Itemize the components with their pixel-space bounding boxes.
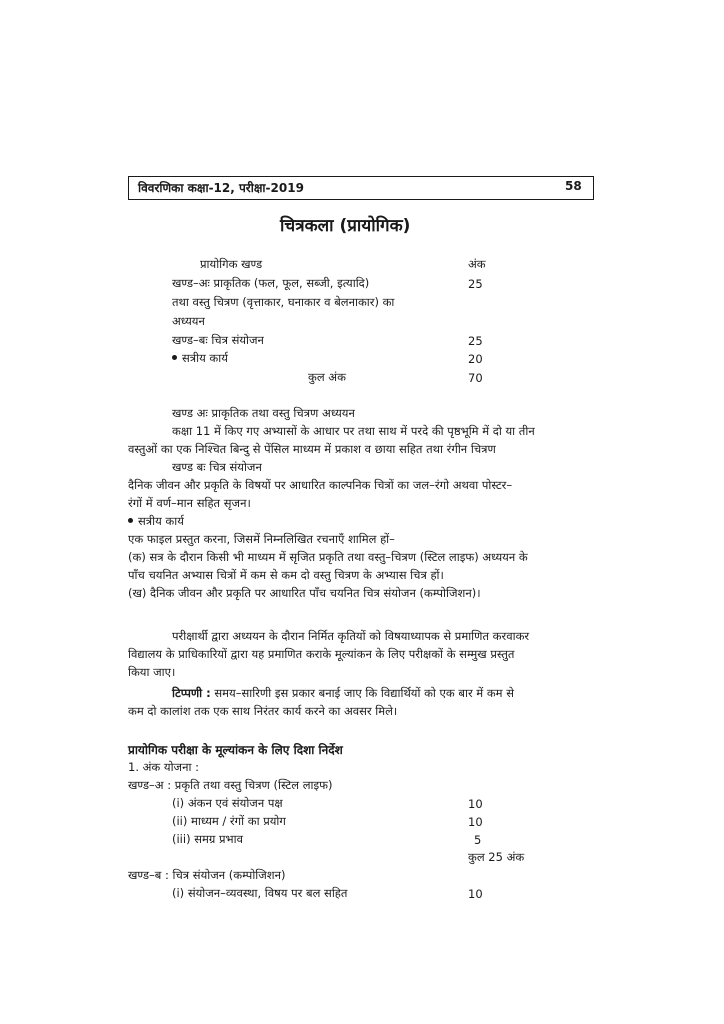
- guidelines-part-b: खण्ड–ब : चित्र संयोजन (कम्पोजिशन): [128, 868, 286, 882]
- marks-head-left: प्रायोगिक खण्ड: [200, 257, 263, 271]
- part-a-total: कुल 25 अंक: [468, 850, 525, 864]
- part-a-item-label: (iii) समग्र प्रभाव: [172, 832, 244, 846]
- header-title: विवरणिका कक्षा-12, परीक्षा-2019: [138, 181, 304, 195]
- section-b-line2: रंगों में वर्ण–मान सहित सृजन।: [128, 496, 251, 510]
- marks-row1-line3: अध्ययन: [172, 314, 205, 328]
- marks-row1-line2: तथा वस्तु चित्रण (वृत्ताकार, घनाकार व बेलनाकार) का: [172, 295, 395, 309]
- page-title: चित्रकला (प्रायोगिक): [280, 216, 411, 236]
- certification-line1: परीक्षार्थी द्वारा अध्ययन के दौरान निर्मित कृतियों को विषयाध्यापक से प्रमाणित करवाकर: [172, 629, 530, 643]
- marks-row3-value: 20: [468, 352, 483, 366]
- section-a-line2: वस्तुओं का एक निश्चित बिन्दु से पेंसिल माध्यम में प्रकाश व छाया सहित तथा रंगीन चित्रण: [128, 442, 496, 456]
- marks-row3-label: सत्रीय कार्य: [182, 351, 228, 365]
- section-a-line1: कक्षा 11 में किए गए अभ्यासों के आधार पर तथा साथ में परदे की पृष्ठभूमि में दो या तीन: [172, 424, 535, 438]
- guidelines-scheme: 1. अंक योजना :: [128, 760, 199, 774]
- section-a-heading: खण्ड अः प्राकृतिक तथा वस्तु चित्रण अध्ययन: [172, 406, 355, 420]
- part-a-item-label: (i) अंकन एवं संयोजन पक्ष: [172, 796, 283, 810]
- sessional-line2: (क) सत्र के दौरान किसी भी माध्यम में सृजित प्रकृति तथा वस्तु–चित्रण (स्टिल लाइफ) अध्ययन के: [128, 550, 528, 564]
- marks-row1-value: 25: [468, 277, 483, 291]
- certification-line2: विद्यालय के प्राधिकारियों द्वारा यह प्रमाणित कराके मूल्यांकन के लिए परीक्षकों के सम्मुख प्रस्तुत: [128, 647, 515, 661]
- sessional-line1: एक फाइल प्रस्तुत करना, जिसमें निम्नलिखित रचनाएँ शामिल हों–: [128, 532, 395, 546]
- marks-row2-label: खण्ड–बः चित्र संयोजन: [172, 333, 264, 347]
- sessional-heading: सत्रीय कार्य: [138, 514, 184, 528]
- section-b-line1: दैनिक जीवन और प्रकृति के विषयों पर आधारित काल्पनिक चित्रों का जल–रंगो अथवा पोस्टर–: [128, 478, 513, 492]
- certification-line3: किया जाए।: [128, 665, 176, 679]
- guidelines-part-a: खण्ड–अ : प्रकृति तथा वस्तु चित्रण (स्टिल लाइफ): [128, 778, 333, 792]
- part-a-item-value: 10: [468, 797, 483, 811]
- bullet-icon: [172, 355, 177, 360]
- marks-total-value: 70: [468, 371, 483, 385]
- part-a-item-value: 10: [468, 815, 483, 829]
- marks-head-right: अंक: [468, 257, 486, 271]
- part-a-item-value: 5: [474, 833, 482, 847]
- sessional-heading-row: [128, 514, 184, 529]
- sessional-line4: (ख) दैनिक जीवन और प्रकृति पर आधारित पाँच चयनित चित्र संयोजन (कम्पोजिशन)।: [128, 586, 481, 600]
- marks-row2-value: 25: [468, 334, 483, 348]
- page-number: 58: [565, 179, 582, 193]
- part-b-item-value: 10: [468, 887, 483, 901]
- sessional-line3: पाँच चयनित अभ्यास चित्रों में कम से कम दो वस्तु चित्रण के अभ्यास चित्र हों।: [128, 568, 444, 582]
- note-label: टिप्पणी :: [172, 686, 211, 700]
- guidelines-heading: प्रायोगिक परीक्षा के मूल्यांकन के लिए दिशा निर्देश: [128, 743, 343, 757]
- note-line2: कम दो कालांश तक एक साथ निरंतर कार्य करने का अवसर मिले।: [128, 704, 398, 718]
- marks-row1-line1: खण्ड–अः प्राकृतिक (फल, फूल, सब्जी, इत्यादि): [172, 276, 370, 290]
- marks-row3: [172, 351, 228, 366]
- bullet-icon: [128, 518, 133, 523]
- part-a-item-label: (ii) माध्यम / रंगों का प्रयोग: [172, 814, 286, 828]
- marks-total-label: कुल अंक: [308, 370, 346, 384]
- note-line1: समय–सारिणी इस प्रकार बनाई जाए कि विद्यार्थियों को एक बार में कम से: [210, 686, 514, 700]
- section-b-heading: खण्ड बः चित्र संयोजन: [172, 460, 262, 474]
- part-b-item-label: (i) संयोजन–व्यवस्था, विषय पर बल सहित: [172, 886, 348, 900]
- note-line1-row: [172, 686, 514, 701]
